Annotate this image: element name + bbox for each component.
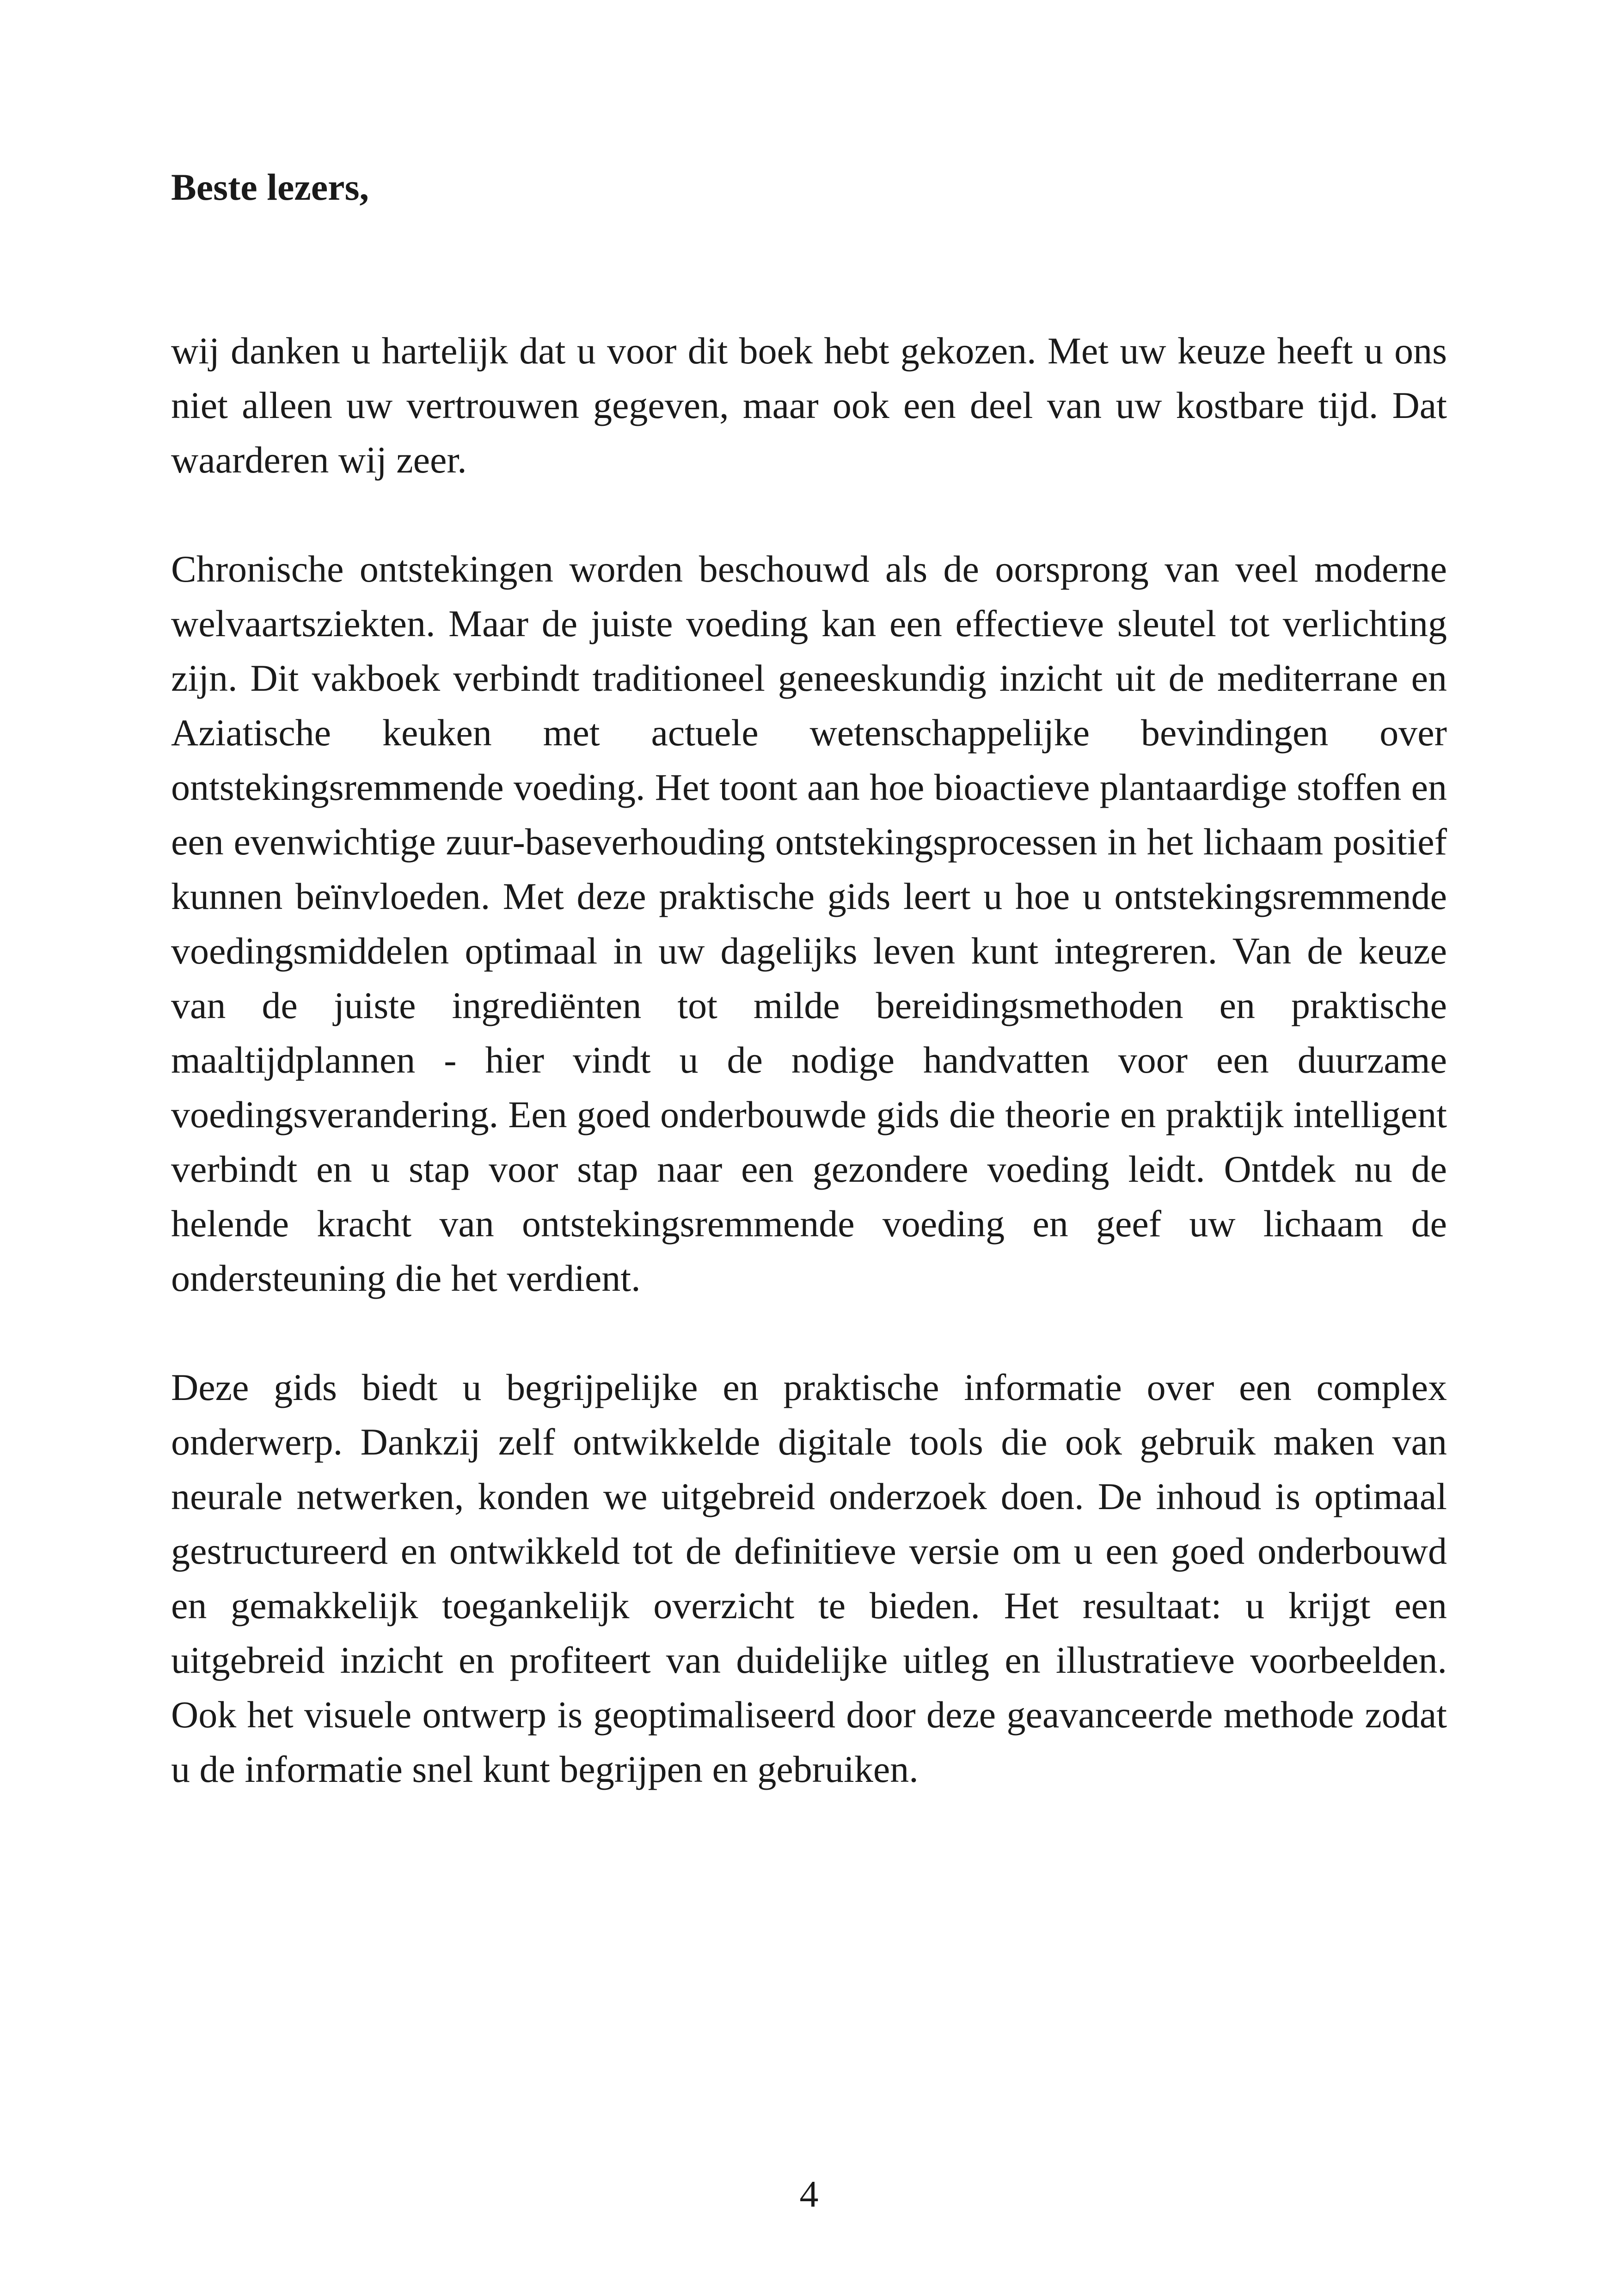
paragraph-book-description: Chronische ontstekingen worden beschouwd als de oorsprong van veel moderne welvaartsziekten. Maar de juiste voeding kan een effectieve sleutel tot verlichting zijn. Dit vakboek verbindt traditioneel geneeskundig inzicht uit de mediterrane en Aziatische keuken met actuele wetenschappelijke bevindingen over ontstekingsremmende voeding. Het toont aan hoe bioactieve plantaardige stoffen en een evenwichtige zuur-baseverhouding ontstekingsprocessen in het lichaam positief kunnen beïnvloeden. Met deze praktische gids leert u hoe u ontstekingsremmende voedingsmiddelen optimaal in uw dagelijks leven kunt integreren. Van de keuze van de juiste ingrediënten tot milde bereidingsmethoden en praktische maaltijdplannen - hier vindt u de nodige handvatten voor een duurzame voedingsverandering. Een goed onderbouwde gids die theorie en praktijk intelligent verbindt en u stap voor stap naar een gezondere voeding leidt. Ontdek nu de helende kracht van ontstekingsremmende voeding en geef uw lichaam de ondersteuning die het verdient. — [171, 548, 1447, 1300]
paragraph-thanks: wij danken u hartelijk dat u voor dit boek hebt gekozen. Met uw keuze heeft u ons niet alleen uw vertrouwen gegeven, maar ook een deel van uw kostbare tijd. Dat waarderen wij zeer. — [171, 330, 1447, 481]
paragraph-guide-information: Deze gids biedt u begrijpelijke en praktische informatie over een complex onderwerp. Dankzij zelf ontwikkelde digitale tools die ook gebruik maken van neurale netwerken, konden we uitgebreid onderzoek doen. De inhoud is optimaal gestructureerd en ontwikkeld tot de definitieve versie om u een goed onderbouwd en gemakkelijk toegankelijk overzicht te bieden. Het resultaat: u krijgt een uitgebreid inzicht en profiteert van duidelijke uitleg en illustratieve voorbeelden. Ook het visuele ontwerp is geoptimaliseerd door deze geavanceerde methode zodat u de informatie snel kunt begrijpen en gebruiken. — [171, 1366, 1447, 1791]
salutation-heading: Beste lezers, — [171, 166, 369, 208]
body-text — [171, 324, 1447, 1797]
page-content — [171, 166, 1447, 1797]
page-number: 4 — [799, 2173, 819, 2215]
